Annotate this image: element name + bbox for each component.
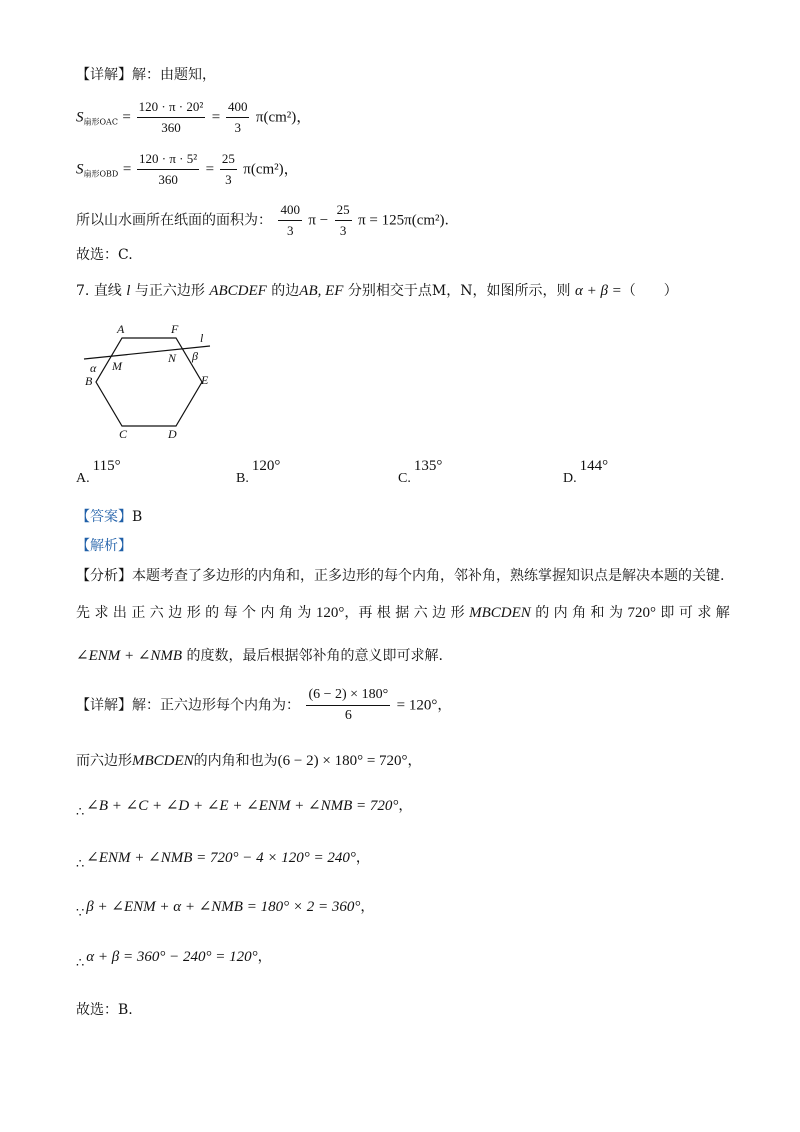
sector-oac-formula: $S_{扇形OAC}$ = $\frac{\text{120 · π · 20²}}{360}$ = $\frac{400}{3}$ π(cm²)， — [76, 99, 312, 135]
option-letter: D. — [563, 471, 577, 486]
label-N: N — [168, 351, 177, 365]
formula-tail: π(cm²)， — [243, 161, 299, 178]
option-letter: A. — [76, 471, 90, 486]
label-F: F — [171, 322, 179, 336]
therefore-symbol: ∴ — [76, 805, 85, 820]
answer-value: B — [132, 509, 143, 525]
label-C: C — [119, 427, 128, 441]
label-B: B — [85, 374, 93, 388]
answer-line — [76, 508, 142, 526]
fenxi-line-3: ∠ENM + ∠NMB 的度数，最后根据邻补角的意义即可求解. — [76, 648, 443, 664]
question-number: 7. — [76, 283, 90, 299]
option-letter: C. — [398, 471, 411, 486]
fraction: $\frac{400}{3}$ — [280, 202, 300, 238]
detail-tag: 【详解】 — [76, 697, 132, 714]
fraction: $\frac{(6 - 2) \times 180^\circ}{6}$ — [308, 687, 389, 723]
therefore-symbol: ∴ — [76, 857, 85, 872]
s-symbol: S — [76, 161, 84, 178]
option-b[interactable] — [236, 458, 281, 486]
option-letter: B. — [236, 471, 249, 486]
hexagon-figure — [80, 318, 230, 442]
question-expression: α + β = — [574, 283, 622, 299]
option-value: 144° — [579, 458, 609, 474]
label-A: A — [117, 322, 125, 336]
label-alpha: α — [90, 361, 97, 375]
label-beta: β — [192, 349, 198, 363]
option-a[interactable] — [76, 458, 121, 486]
detail-tag: 【详解】 — [76, 67, 132, 83]
hexagon-name: ABCDEF — [209, 283, 267, 299]
fraction: $\frac{\text{120 · π · 20²}}{360}$ — [138, 99, 204, 135]
detail-line-4: ∴ ∠ENM + ∠NMB = 720° − 4 × 120° = 240°， — [76, 850, 370, 872]
final-choice: 故选：B. — [76, 1002, 133, 1018]
formula-tail: π(cm²)， — [255, 109, 312, 126]
label-D: D — [168, 427, 177, 441]
detail-line-1: 【详解】解：正六边形每个内角为： $\frac{(6 - 2) \times 180^\circ}{6}$ = 120°， — [76, 687, 452, 723]
detail-line-6: ∴ α + β = 360° − 240° = 120°， — [76, 949, 272, 971]
fraction: $\frac{400}{3}$ — [227, 99, 248, 135]
therefore-symbol: ∴ — [76, 956, 85, 971]
option-d[interactable] — [563, 458, 609, 486]
intro-text: 解：由题知， — [132, 67, 216, 83]
detail-line-2: 而六边形MBCDEN的内角和也为(6 − 2) × 180° = 720°， — [76, 753, 422, 769]
analysis-tag: 【解析】 — [76, 538, 132, 554]
hexagon-outline — [96, 338, 202, 426]
fraction: $\frac{\text{120 · π · 5²}}{360}$ — [139, 151, 198, 187]
area-result-line: 所以山水画所在纸面的面积为： $\frac{400}{3}$ π − $\frac{25}{3}$ π = 125π(cm²). — [76, 202, 449, 238]
area-text: 所以山水画所在纸面的面积为： — [76, 212, 272, 229]
s-symbol: S — [76, 109, 84, 126]
prev-choice: 故选：C. — [76, 247, 133, 263]
answer-tag: 【答案】 — [76, 509, 132, 525]
option-c[interactable] — [398, 458, 443, 486]
sector-obd-formula: $S_{扇形OBD}$ = $\frac{\text{120 · π · 5²}}{360}$ = $\frac{25}{3}$ π(cm²)， — [76, 151, 299, 187]
detail-line-5: ∵ β + ∠ENM + α + ∠NMB = 180° × 2 = 360°， — [76, 899, 375, 921]
option-value: 135° — [413, 458, 443, 474]
label-E: E — [201, 373, 209, 387]
because-symbol: ∵ — [76, 906, 85, 921]
fenxi-line-2: 先 求 出 正 六 边 形 的 每 个 内 角 为 120°，再 根 据 六 边 形 MBCDEN 的 内 角 和 为 720° 即 可 求 解 — [76, 605, 730, 621]
s-subscript: 扇形OAC — [83, 117, 118, 127]
fenxi-line-1: 【分析】本题考查了多边形的内角和，正多边形的每个内角，邻补角，熟练掌握知识点是解决本题的关键. — [76, 568, 725, 584]
fraction: $\frac{25}{3}$ — [221, 151, 235, 187]
detail-line-3: ∴ ∠B + ∠C + ∠D + ∠E + ∠ENM + ∠NMB = 720°， — [76, 798, 413, 820]
label-l: l — [200, 331, 204, 345]
option-value: 115° — [92, 458, 121, 474]
label-M: M — [112, 359, 122, 373]
fraction: $\frac{25}{3}$ — [336, 202, 350, 238]
question-7-stem: 7. 直线 l 与正六边形 ABCDEF 的边AB, EF 分别相交于点M，N，如图所示，则 α + β =（ ） — [76, 283, 678, 299]
option-value: 120° — [251, 458, 281, 474]
s-subscript: 扇形OBD — [83, 169, 119, 179]
fenxi-tag: 【分析】 — [76, 568, 132, 584]
prev-solution-intro — [76, 66, 216, 84]
